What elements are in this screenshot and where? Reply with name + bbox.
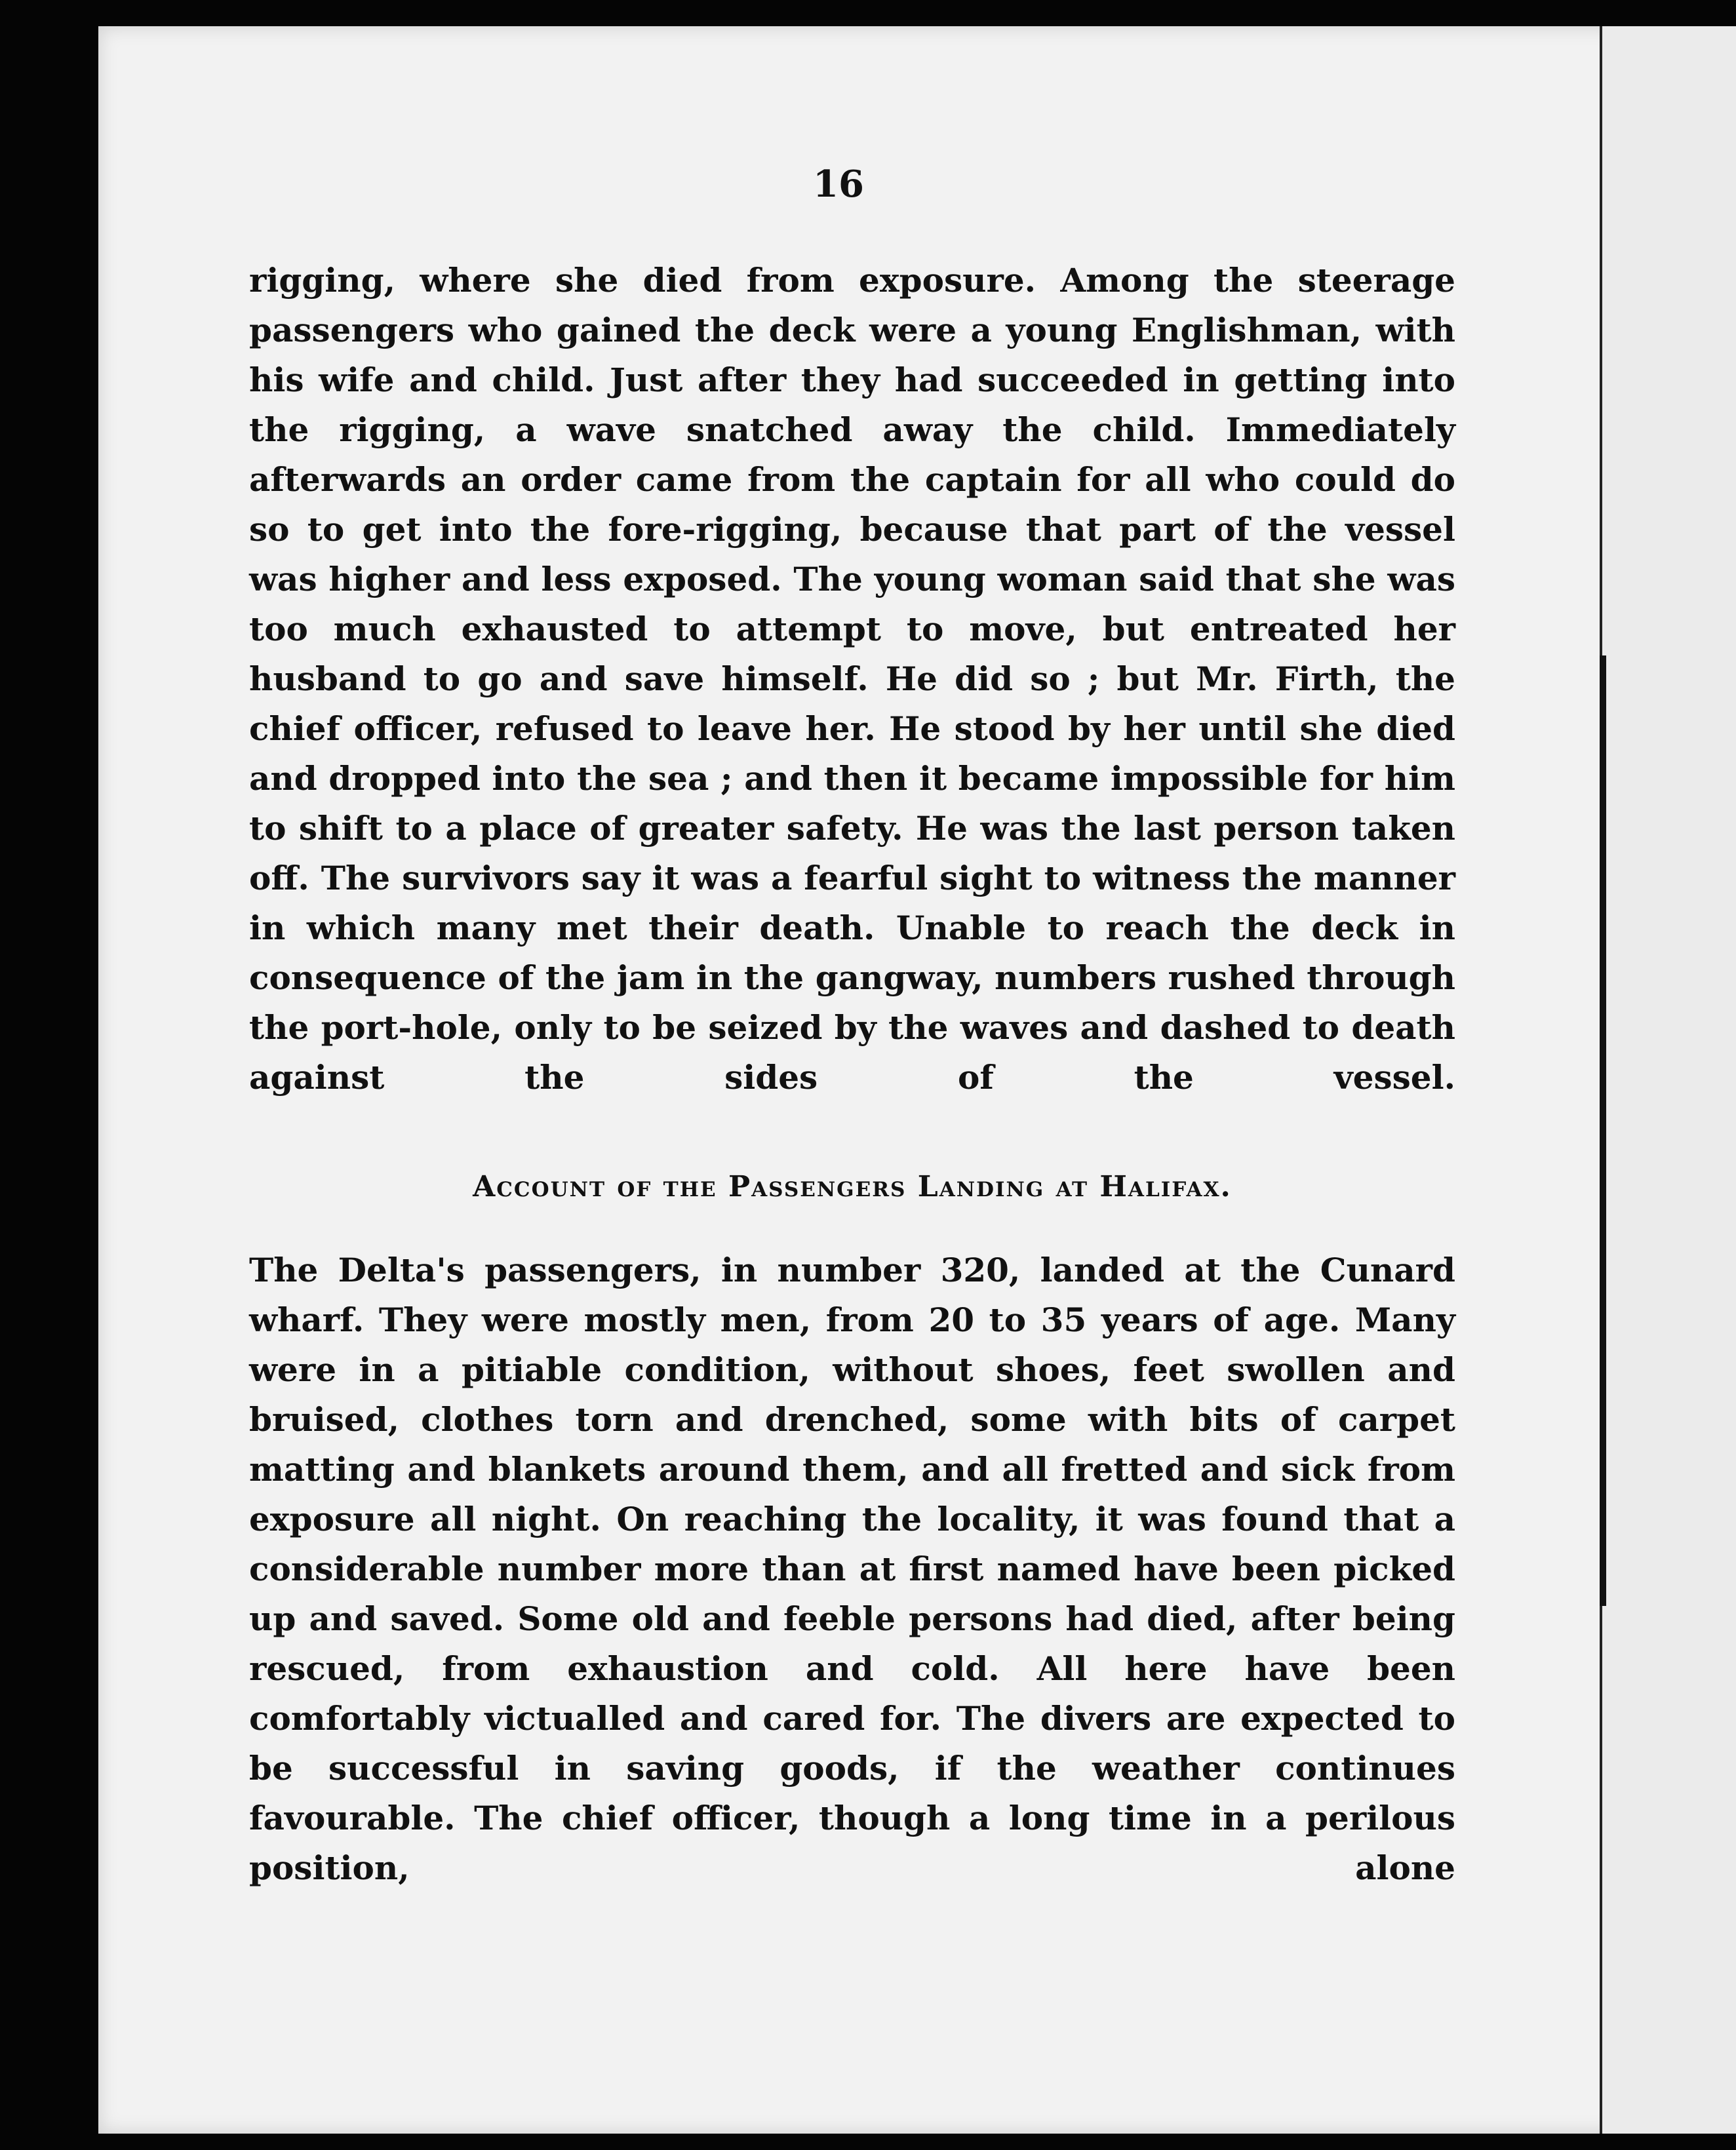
adjacent-page-edge: [1600, 26, 1736, 2134]
page-gutter-line: [1600, 655, 1606, 1606]
page-number: 16: [813, 163, 864, 206]
body-paragraph-2: The Delta's passengers, in number 320, landed at the Cunard wharf. They were mostly men, from 20 to 35 years of age. Many were in a pitiable condition, without shoes, feet swollen and bruised, clothes torn and drenched, some with bits of carpet matting and blankets around them, and all fretted and sick from exposure all night. On reaching the locality, it was found that a considerable number more than at first named have been picked up and saved. Some old and feeble persons had died, after being rescued, from exhaustion and cold. All here have been comfortably victualled and cared for. The divers are expected to be successful in saving goods, if the weather continues favourable. The chief officer, though a long time in a perilous position, alone: [249, 1251, 1455, 1887]
section-heading: Account of the Passengers Landing at Halifax.: [473, 1170, 1232, 1203]
body-paragraph-1: rigging, where she died from exposure. Among the steerage passengers who gained the deck were a young Englishman, with his wife and child. Just after they had succeeded in getting into the rigging, a wave snatched away the child. Immediately afterwards an order came from the captain for all who could do so to get into the fore-rigging, because that part of the vessel was higher and less exposed. The young woman said that she was too much exhausted to attempt to move, but entreated her husband to go and save himself. He did so ; but Mr. Firth, the chief officer, refused to leave her. He stood by her until she died and dropped into the sea ; and then it became impossible for him to shift to a place of greater safety. He was the last person taken off. The survivors say it was a fearful sight to witness the manner in which many met their death. Unable to reach the deck in consequence of the jam in the gangway, numbers rushed through the port-hole, only to be seized by the waves and dashed to death against the sides of the vessel.: [249, 261, 1455, 1097]
